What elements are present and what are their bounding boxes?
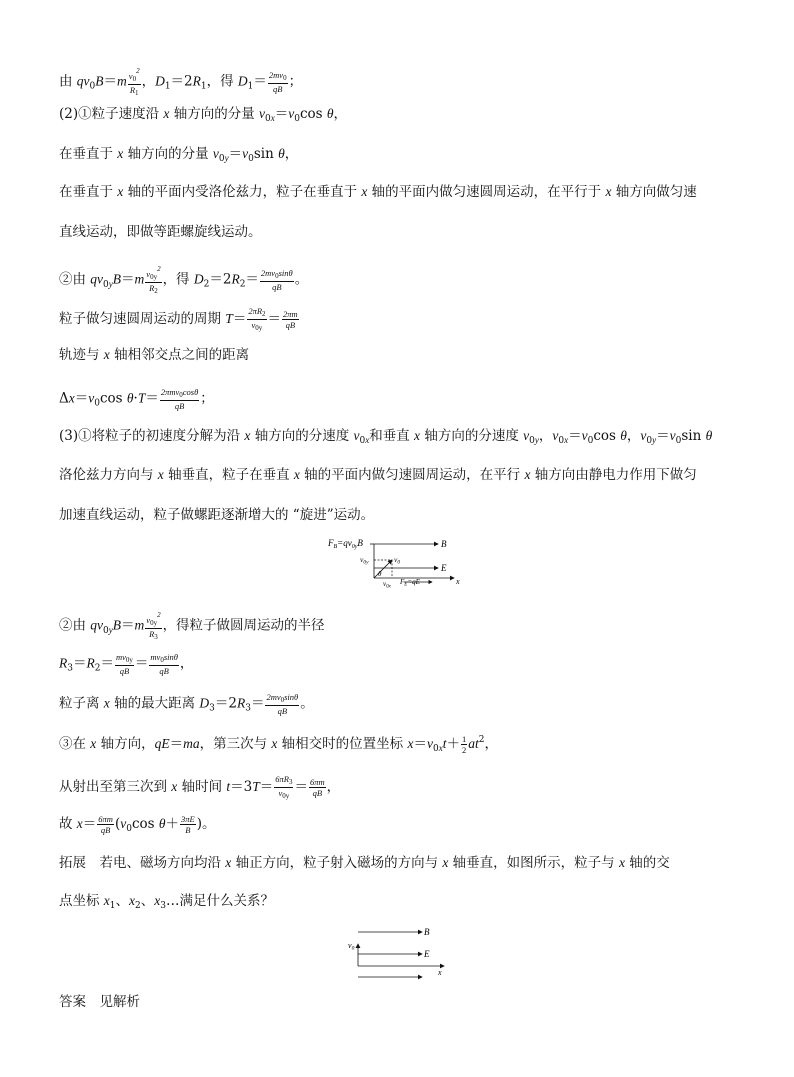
line-10: (3)①将粒子的初速度分解为沿 x 轴方向的分速度 $v_{0x}$和垂直 x 轴方向的分速度 $v_{0y}$，$v_{0x}=v_0\cos$ θ，$v_{0y}=v_0\sin$ θ [59, 428, 713, 446]
line-16: ③在 x 轴方向，qE＝ma，第三次与 x 轴相交时的位置坐标 $x=v_{0x}t+$ $\frac{1}{2}$ $at^2$， [59, 734, 498, 755]
line-14: $R_3=R_2=$ $\frac{mv_{0y}}{qB}$ ＝ $\frac{mv_0\sin\theta}{qB}$ ， [59, 652, 194, 676]
answer-line: 答案 见解析 [59, 994, 140, 1010]
line-6: ②由 $qv_{0y}B=m$ $\frac{v_{0y}^2}{R_2}$ ，得 $D_2=2R_2=$ $\frac{2mv_0\sin\theta}{qB}$ 。 [59, 265, 309, 295]
v0-label: v0 [348, 941, 355, 952]
fb-label: $F_B=qv_{0y}B$ [328, 538, 363, 550]
b-label: B [424, 927, 430, 937]
line-7: 粒子做匀速圆周运动的周期 T＝ $\frac{2\pi R_2}{v_{0y}}$ ＝ $\frac{2\pi m}{qB}$ [59, 306, 298, 332]
line-2: (2)①粒子速度沿 x 轴方向的分量 $v_{0x}=v_0\cos$ θ， [59, 106, 348, 124]
line-17: 从射出至第三次到 x 轴时间 t＝3T＝ $\frac{6\pi R_3}{v_{0y}}$ ＝ $\frac{6\pi m}{qB}$ ， [59, 774, 341, 800]
v0y-label: $v_{0y}$ [360, 555, 369, 566]
x-label: x [456, 577, 460, 586]
figure-1-svg [326, 534, 466, 590]
line-12: 加速直线运动，粒子做螺距逐渐增大的 “旋进”运动。 [59, 507, 375, 523]
line-15: 粒子离 x 轴的最大距离 $D_3=2R_3=$ $\frac{2mv_0\sin\theta}{qB}$ 。 [59, 692, 314, 716]
fraction: $\frac{v_0^2}{R_1}$ [128, 67, 140, 97]
e-label: E [441, 563, 447, 573]
v0x-label: $v_{0x}$ [383, 580, 391, 590]
b-label: B [441, 539, 447, 549]
line-8: 轨迹与 x 轴相邻交点之间的距离 [59, 347, 250, 363]
line-3: 在垂直于 x 轴方向的分量 $v_{0y}=v_0\sin$ θ， [59, 146, 299, 164]
x-label: x [438, 968, 442, 977]
line-9: $\Delta x=v_0\cos$ θ·T＝ $\frac{2\pi mv_0\cos\theta}{qB}$ ； [59, 387, 214, 411]
line-20: 点坐标 $x_1$、$x_2$、$x_3\dots$满足什么关系？ [59, 893, 274, 911]
line-19: 拓展 若电、磁场方向均沿 x 轴正方向，粒子射入磁场的方向与 x 轴垂直，如图所示，粒子与 x 轴的交 [59, 855, 670, 871]
v0-arrow [374, 560, 392, 578]
figure-1-field-diagram [326, 534, 466, 594]
fe-label: $F_E=qE$ [400, 578, 420, 588]
line-11: 洛伦兹力方向与 x 轴垂直，粒子在垂直 x 轴的平面内做匀速圆周运动，在平行 x 轴方向由静电力作用下做匀 [59, 467, 697, 483]
theta-label: θ [378, 570, 382, 578]
line-4: 在垂直于 x 轴的平面内受洛伦兹力，粒子在垂直于 x 轴的平面内做匀速圆周运动，在平行于 x 轴方向做匀速 [59, 184, 697, 200]
figure-2-svg [344, 922, 454, 982]
line-5: 直线运动，即做等距螺旋线运动。 [59, 224, 262, 240]
line-18: 故 x＝ $\frac{6\pi m}{qB}$ ($v_0\cos$ θ＋ $\frac{3\pi E}{B}$ )。 [59, 814, 216, 835]
line-1: 由 $qv_0B=m$ $\frac{v_0^2}{R_1}$ ，$D_1=2R_1$，得 $D_1=$ $\frac{2mv_0}{qB}$ ； [59, 67, 303, 97]
v0-label: $v_0$ [394, 555, 401, 566]
line-13: ②由 $qv_{0y}B=m$ $\frac{v_{0y}^2}{R_3}$ ，得粒子做圆周运动的半径 [59, 611, 325, 641]
text: 由 [59, 73, 77, 90]
e-label: E [424, 949, 430, 959]
figure-2-field-diagram [344, 922, 454, 986]
